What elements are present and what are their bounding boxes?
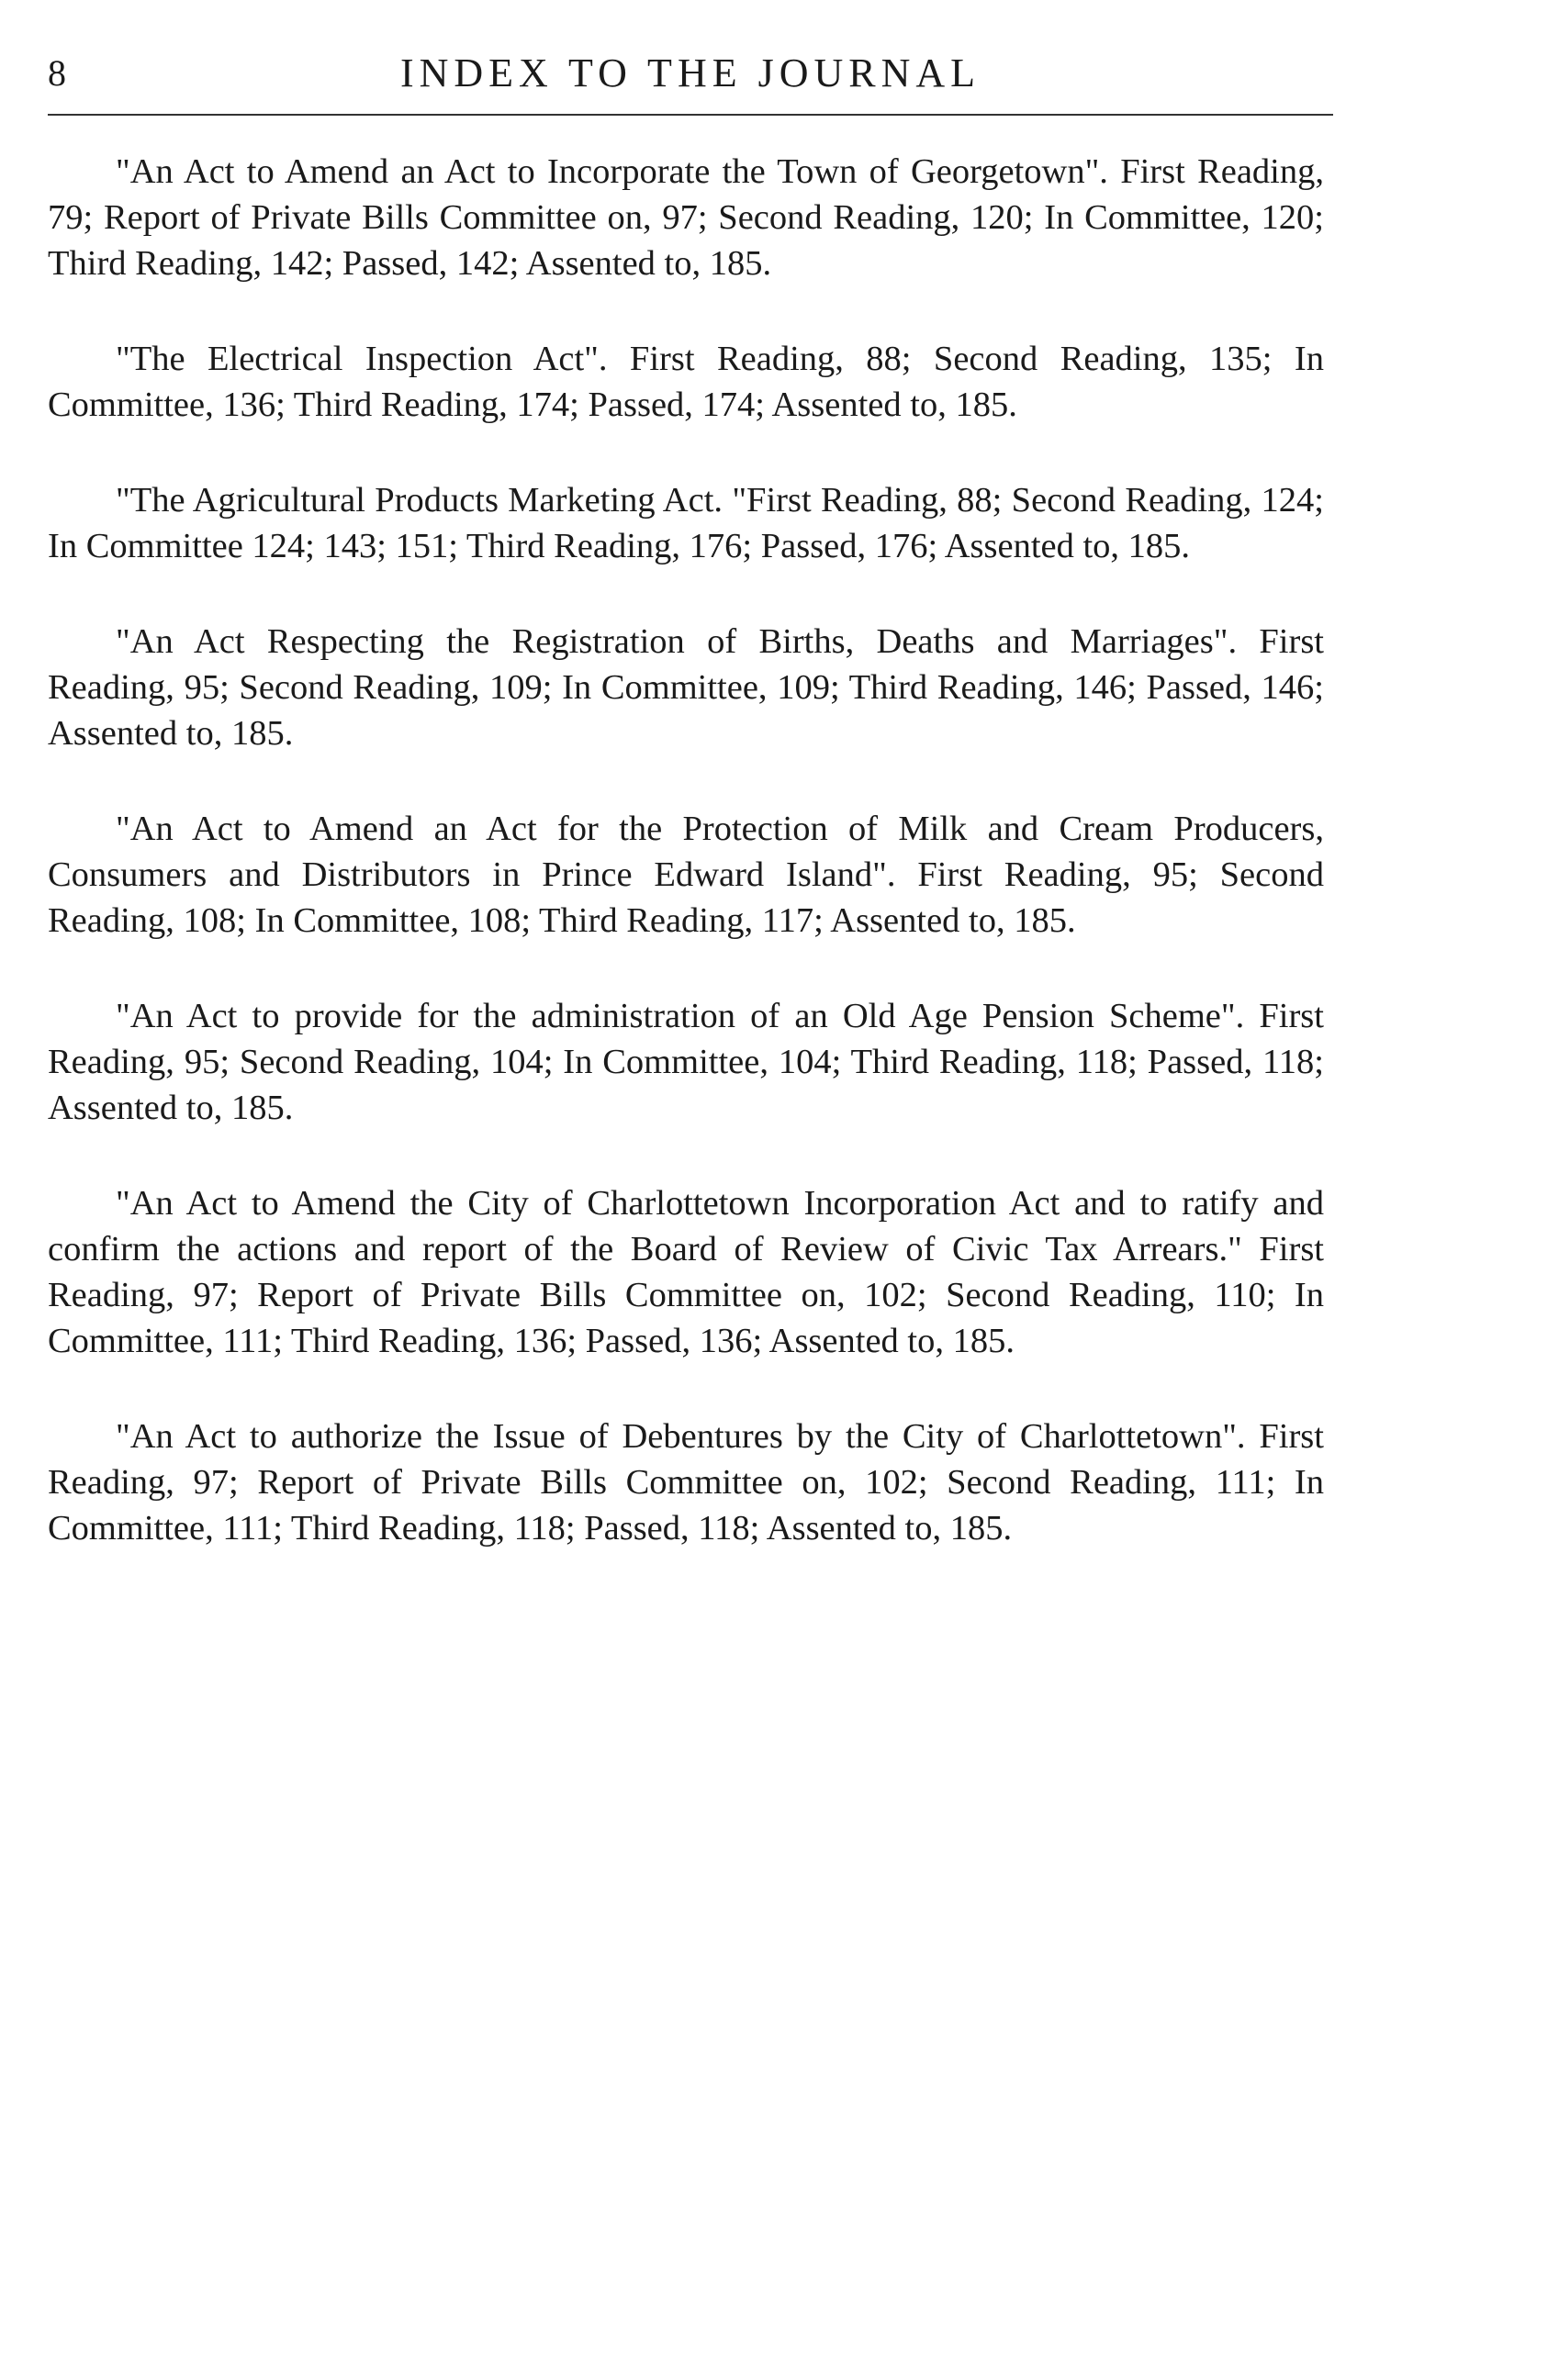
page-number: 8 xyxy=(48,52,66,94)
index-entry: "An Act to authorize the Issue of Debentures by the City of Charlottetown". First Reading, 97; Report of Private Bills Committee on, 102; Second Reading, 111; In Committee, 111; Third Reading, 118; Passed, 118; Assented to, 185. xyxy=(48,1417,1324,1548)
running-title: INDEX TO THE JOURNAL xyxy=(399,50,981,95)
index-entry: "An Act to Amend an Act for the Protection of Milk and Cream Producers, Consumers and Distributors in Prince Edward Island". First Reading, 95; Second Reading, 108; In Committee, 108; Third Reading, 117; Assented to, 185. xyxy=(48,810,1324,940)
index-entry: "An Act to Amend the City of Charlottetown Incorporation Act and to ratify and confirm the actions and report of the Board of Review of Civic Tax Arrears." First Reading, 97; Report of Private Bills Committee on, 102; Second Reading, 110; In Committee, 111; Third Reading, 136; Passed, 136; Assented to, 185. xyxy=(48,1184,1324,1360)
index-entry: "The Agricultural Products Marketing Act. "First Reading, 88; Second Reading, 124; In Committee 124; 143; 151; Third Reading, 176; Passed, 176; Assented to, 185. xyxy=(48,481,1324,565)
index-entry: "An Act Respecting the Registration of Births, Deaths and Marriages". First Reading, 95; Second Reading, 109; In Committee, 109; Third Reading, 146; Passed, 146; Assented to, 185. xyxy=(48,622,1324,753)
index-entry: "The Electrical Inspection Act". First Reading, 88; Second Reading, 135; In Committee, 136; Third Reading, 174; Passed, 174; Assented to, 185. xyxy=(48,340,1324,424)
index-entry: "An Act to Amend an Act to Incorporate the Town of Georgetown". First Reading, 79; Report of Private Bills Committee on, 97; Second Reading, 120; In Committee, 120; Third Reading, 142; Passed, 142; Assented to, 185. xyxy=(48,152,1324,283)
page-header xyxy=(48,44,1333,117)
index-entries xyxy=(48,149,1324,1601)
index-entry: "An Act to provide for the administration of an Old Age Pension Scheme". First Reading, 95; Second Reading, 104; In Committee, 104; Third Reading, 118; Passed, 118; Assented to, 185. xyxy=(48,997,1324,1127)
header-rule xyxy=(48,114,1333,116)
